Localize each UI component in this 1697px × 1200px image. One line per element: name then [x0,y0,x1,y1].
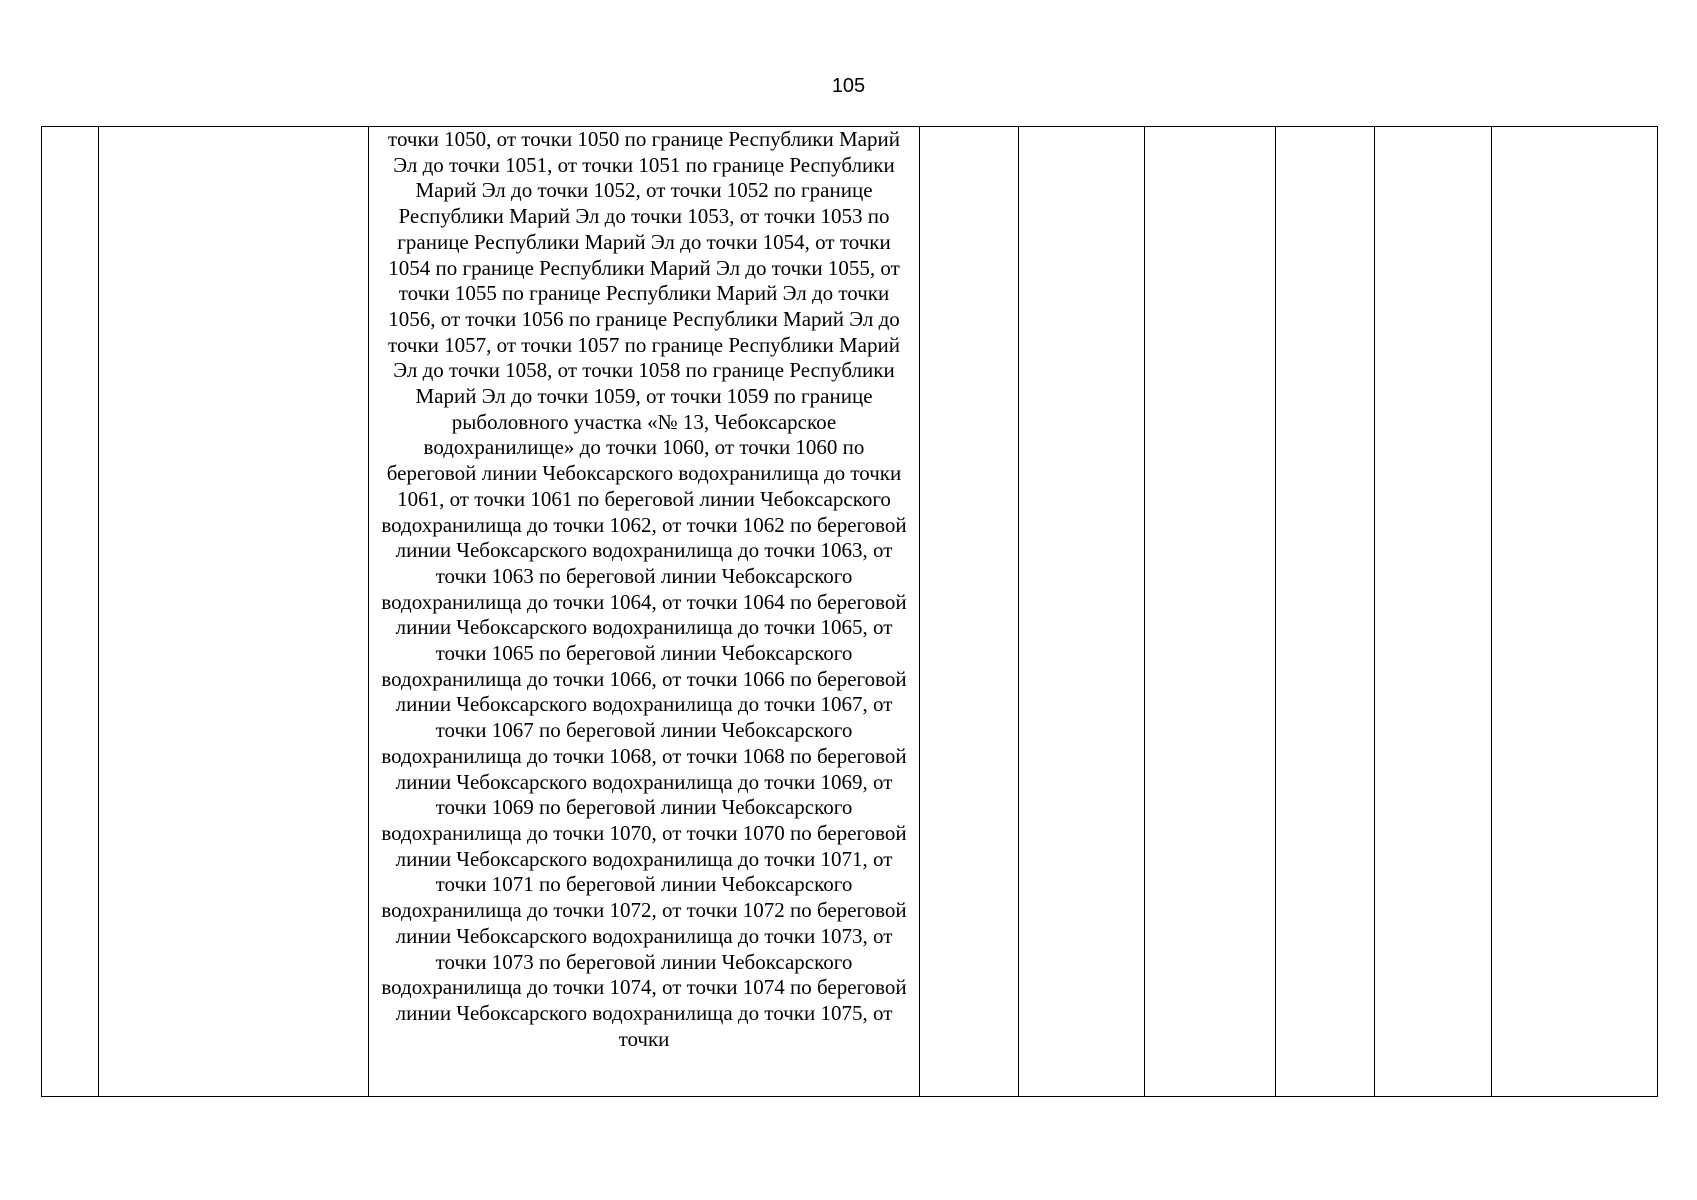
page-number: 105 [831,75,866,97]
boundary-table [41,126,1658,1097]
table-cell-col4 [920,127,1019,1097]
table-cell-col7 [1276,127,1375,1097]
table-cell-col5 [1019,127,1145,1097]
table-cell-col9 [1492,127,1658,1097]
table-row [42,127,1658,1097]
table-cell-col8 [1375,127,1492,1097]
table-cell-col6 [1145,127,1276,1097]
table-cell-col1 [42,127,99,1097]
table-cell-col2 [99,127,369,1097]
table-cell-description [369,127,920,1097]
boundary-description-text: точки 1050, от точки 1050 по границе Республики Марий Эл до точки 1051, от точки 1051 по границе Республики Марий Эл до точки 1052, от точки 1052 по границе Республики Марий Эл до точки 1053, от точки 1053 по границе Республики Марий Эл до точки 1054, от точки 1054 по границе Республики Марий Эл до точки 1055, от точки 1055 по границе Республики Марий Эл до точки 1056, от точки 1056 по границе Республики Марий Эл до точки 1057, от точки 1057 по границе Республики Марий Эл до точки 1058, от точки 1058 по границе Республики Марий Эл до точки 1059, от точки 1059 по границе рыболовного участка «№ 13, Чебоксарское водохранилище» до точки 1060, от точки 1060 по береговой линии Чебоксарского водохранилища до точки 1061, от точки 1061 по береговой линии Чебоксарского водохранилища до точки 1062, от точки 1062 по береговой линии Чебоксарского водохранилища до точки 1063, от точки 1063 по береговой линии Чебоксарского водохранилища до точки 1064, от точки 1064 по береговой линии Чебоксарского водохранилища до точки 1065, от точки 1065 по береговой линии Чебоксарского водохранилища до точки 1066, от точки 1066 по береговой линии Чебоксарского водохранилища до точки 1067, от точки 1067 по береговой линии Чебоксарского водохранилища до точки 1068, от точки 1068 по береговой линии Чебоксарского водохранилища до точки 1069, от точки 1069 по береговой линии Чебоксарского водохранилища до точки 1070, от точки 1070 по береговой линии Чебоксарского водохранилища до точки 1071, от точки 1071 по береговой линии Чебоксарского водохранилища до точки 1072, от точки 1072 по береговой линии Чебоксарского водохранилища до точки 1073, от точки 1073 по береговой линии Чебоксарского водохранилища до точки 1074, от точки 1074 по береговой линии Чебоксарского водохранилища до точки 1075, от точки [381,127,907,1051]
